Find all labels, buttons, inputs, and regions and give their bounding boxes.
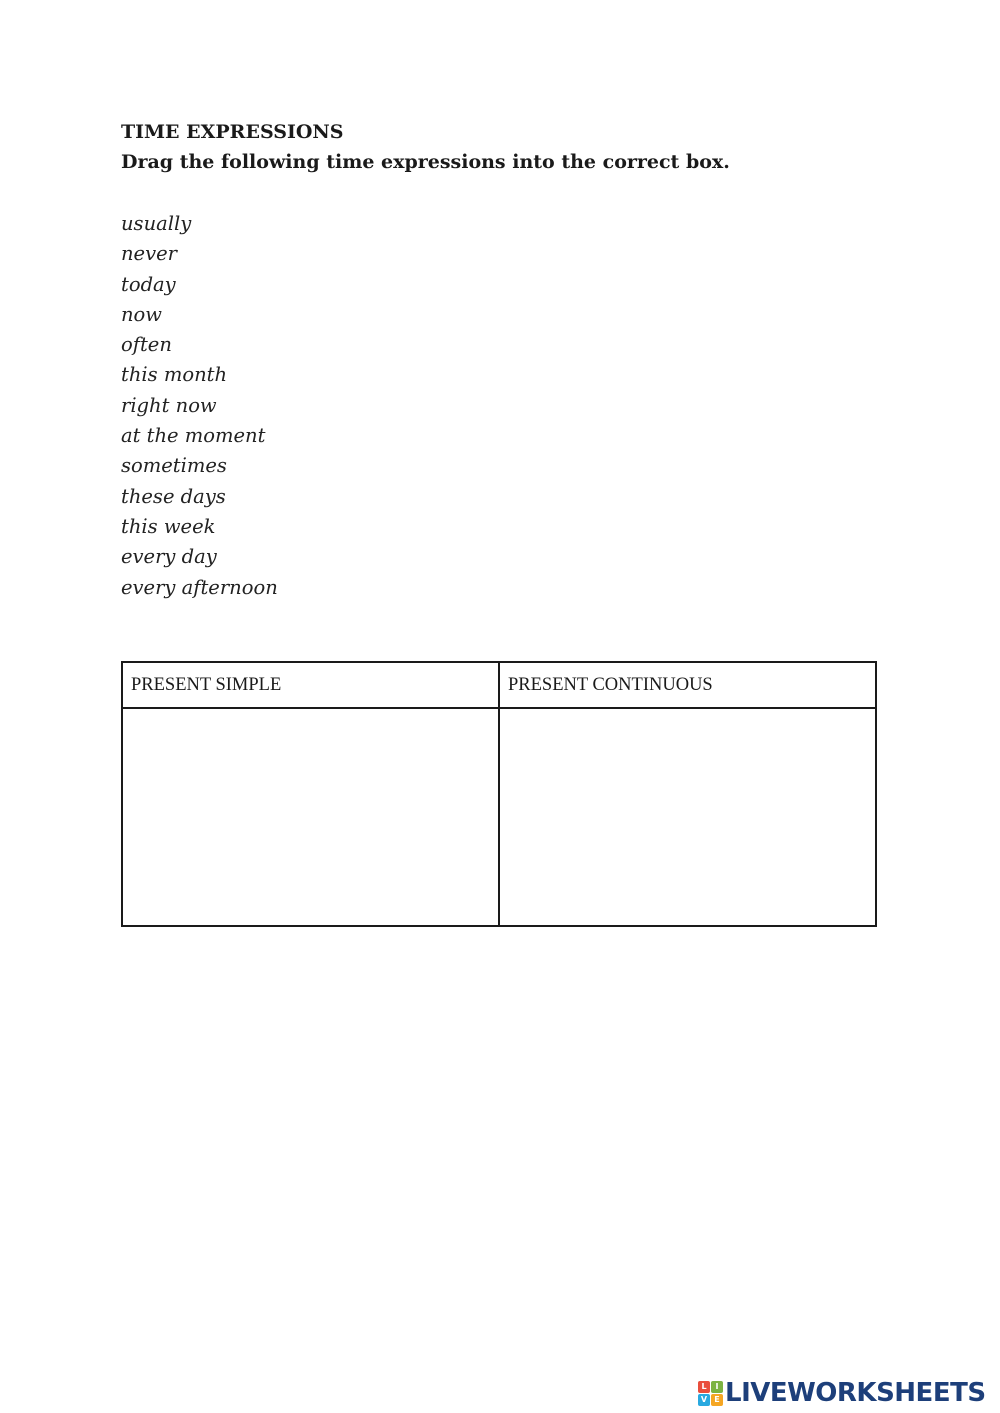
present-simple-header: PRESENT SIMPLE: [122, 662, 499, 708]
expression-list: [121, 209, 278, 603]
draggable-expression[interactable]: this month: [121, 363, 228, 387]
draggable-expression[interactable]: every afternoon: [121, 575, 278, 599]
logo-mark-tile: L: [698, 1381, 710, 1393]
liveworksheets-logo-icon: [698, 1381, 723, 1406]
liveworksheets-logo: [698, 1380, 986, 1406]
draggable-expression[interactable]: these days: [121, 484, 226, 508]
draggable-expression[interactable]: this week: [121, 514, 216, 538]
draggable-expression[interactable]: right now: [121, 393, 217, 417]
instruction-text: Drag the following time expressions into the correct box.: [121, 151, 730, 173]
present-continuous-cell: [499, 708, 876, 926]
draggable-expression[interactable]: today: [121, 272, 176, 296]
logo-wordmark: LIVEWORKSHEETS: [725, 1378, 986, 1408]
draggable-expression[interactable]: now: [121, 302, 162, 326]
present-continuous-header: PRESENT CONTINUOUS: [499, 662, 876, 708]
draggable-expression[interactable]: usually: [121, 212, 192, 235]
draggable-expression[interactable]: often: [121, 333, 172, 357]
draggable-expression[interactable]: never: [121, 242, 177, 266]
draggable-expression[interactable]: every day: [121, 545, 217, 569]
sorting-table: [121, 661, 877, 927]
present-simple-drop-zone[interactable]: [123, 709, 498, 925]
worksheet-title: TIME EXPRESSIONS: [121, 121, 344, 143]
logo-mark-tile: V: [698, 1394, 710, 1406]
draggable-expression[interactable]: at the moment: [121, 424, 266, 448]
draggable-expression[interactable]: sometimes: [121, 454, 227, 478]
logo-mark-tile: E: [711, 1394, 723, 1406]
present-simple-cell: [122, 708, 499, 926]
logo-mark-tile: I: [711, 1381, 723, 1393]
present-continuous-drop-zone[interactable]: [500, 709, 875, 925]
